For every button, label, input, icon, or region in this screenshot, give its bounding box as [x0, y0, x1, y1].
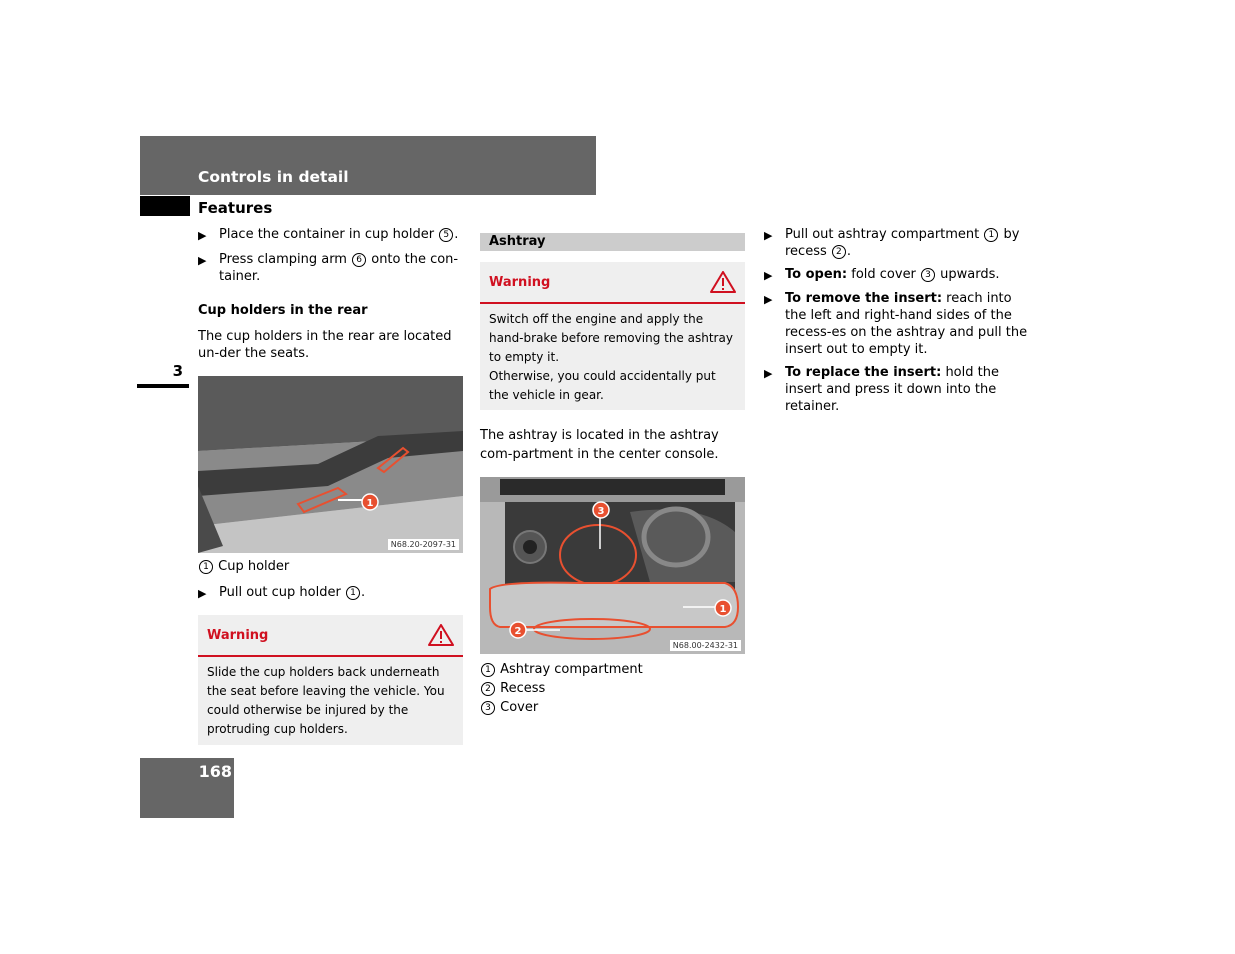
ashtray-image [480, 477, 745, 654]
triangle-right-icon: ▶ [198, 229, 207, 242]
triangle-right-icon: ▶ [764, 367, 773, 380]
step-row: ▶ Pull out cup holder 1 . [198, 585, 366, 600]
chapter-number: 3 [172, 362, 183, 380]
step-press-clamping-arm: ▶ Press clamping arm 6 onto the con-tainer. [198, 252, 459, 284]
subsection-title: Features [198, 199, 273, 217]
chapter-underline [137, 384, 189, 388]
step-remove-insert: ▶ To remove the insert: reach into the left and right-hand sides of the recess-es on the ashtray and pull the insert out to empty it. [764, 291, 1028, 357]
triangle-right-icon: ▶ [764, 269, 773, 282]
image-reference-code: N68.20-2097-31 [388, 539, 459, 550]
svg-text:1: 1 [719, 604, 727, 615]
warning-box-cup-holders [198, 615, 463, 745]
image-reference-code: N68.00-2432-31 [670, 640, 741, 651]
section-header-bar [140, 136, 596, 195]
warning-text: Slide the cup holders back underneath the seat before leaving the vehicle. You could otherwise be injured by the protruding cup holders. [207, 665, 445, 736]
step-open-cover: ▶ To open: fold cover 3 upwards. [764, 267, 1000, 282]
page-number: 168 [198, 762, 232, 781]
ashtray-legend [480, 660, 745, 717]
warning-text-line-1: Switch off the engine and apply the hand-brake before removing the ashtray to empty it. [489, 312, 733, 364]
triangle-right-icon: ▶ [198, 254, 207, 267]
warning-text-line-2: Otherwise, you could accidentally put the vehicle in gear. [489, 369, 716, 402]
step-pull-out-cup-holder [198, 584, 463, 602]
triangle-right-icon: ▶ [764, 229, 773, 242]
rear-seat-illustration [198, 376, 463, 553]
step-replace-insert: ▶ To replace the insert: hold the insert and press it down into the retainer. [764, 365, 999, 414]
warning-header [198, 615, 463, 657]
section-title: Controls in detail [198, 168, 349, 186]
rear-cup-holders-text: The cup holders in the rear are located un-der the seats. [198, 329, 452, 361]
subsection-marker [140, 196, 190, 216]
rear-seat-image [198, 376, 463, 553]
warning-triangle-icon [428, 624, 454, 646]
column-1 [198, 226, 463, 285]
triangle-right-icon: ▶ [764, 293, 773, 306]
warning-label: Warning [207, 627, 269, 643]
triangle-right-icon: ▶ [198, 587, 207, 600]
legend-item: 2 Recess [480, 679, 745, 698]
warning-text [480, 304, 745, 413]
ashtray-illustration [480, 477, 745, 654]
warning-label: Warning [489, 274, 551, 290]
legend-item: 3 Cover [480, 698, 745, 717]
svg-text:3: 3 [597, 506, 605, 517]
ashtray-title-bar: Ashtray [480, 233, 745, 251]
svg-text:2: 2 [514, 626, 522, 637]
column-3 [764, 226, 1030, 415]
svg-text:1: 1 [366, 498, 374, 509]
warning-triangle-icon [710, 271, 736, 293]
legend-cup-holder: 1 Cup holder [198, 559, 463, 574]
legend-item: 1 Ashtray compartment [480, 660, 745, 679]
step-place-container: ▶ Place the container in cup holder 5 . [198, 227, 459, 242]
ashtray-intro-text: The ashtray is located in the ashtray com-partment in the center console. [480, 428, 719, 462]
rear-cup-holders-heading: Cup holders in the rear [198, 303, 368, 318]
step-pull-out-ashtray: ▶ Pull out ashtray compartment 1 by recess 2 . [764, 227, 1020, 259]
warning-box-ashtray [480, 262, 745, 410]
warning-header [480, 262, 745, 304]
